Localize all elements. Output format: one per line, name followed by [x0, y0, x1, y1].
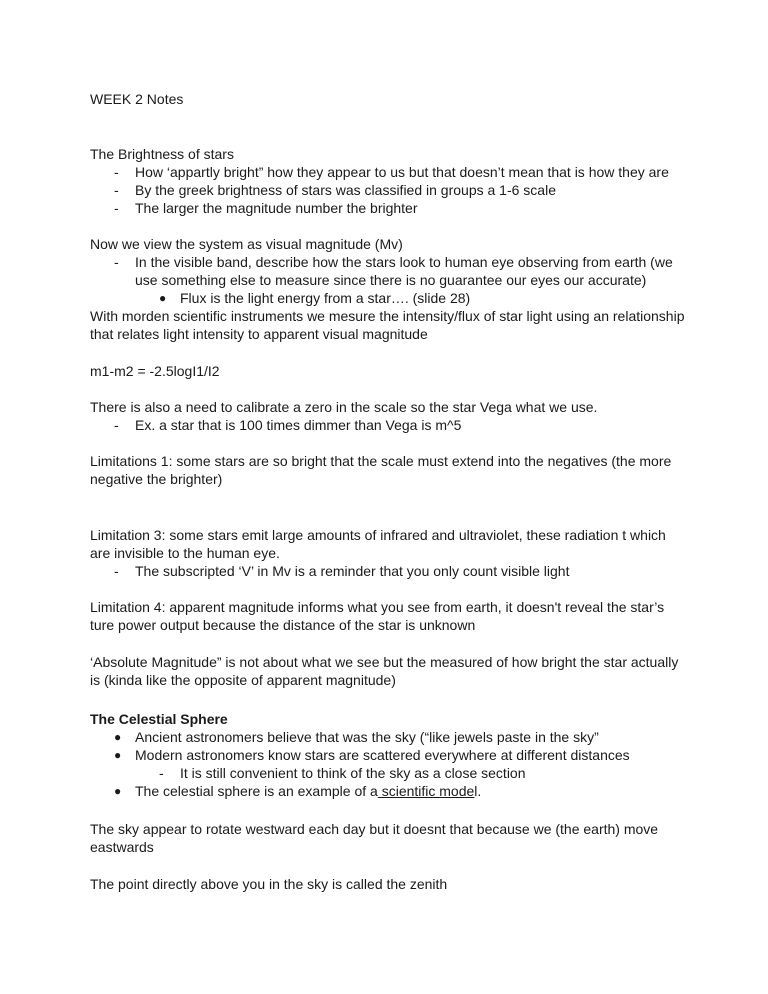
list-item: Modern astronomers know stars are scattered everywhere at different distances — [135, 747, 630, 763]
dash-marker: - — [114, 164, 119, 180]
list-item — [135, 782, 481, 800]
dash-marker: - — [114, 200, 119, 216]
formula: m1-m2 = -2.5logI1/I2 — [90, 363, 220, 379]
bullet-marker: ● — [114, 730, 122, 744]
bullet-marker: ● — [159, 291, 167, 305]
paragraph: are invisible to the human eye. — [90, 545, 280, 561]
underlined-phrase: scientific mode — [377, 783, 475, 799]
list-item: In the visible band, describe how the stars look to human eye observing from earth (we — [135, 254, 673, 270]
dash-marker: - — [114, 417, 119, 433]
paragraph: ture power output because the distance of the star is unknown — [90, 617, 476, 633]
bullet-marker: ● — [114, 784, 122, 798]
paragraph: The sky appear to rotate westward each day but it doesnt that because we (the earth) move — [90, 821, 659, 837]
paragraph: that relates light intensity to apparent visual magnitude — [90, 326, 428, 342]
paragraph: is (kinda like the opposite of apparent magnitude) — [90, 672, 396, 688]
paragraph: eastwards — [90, 839, 154, 855]
list-item-text: l. — [474, 783, 482, 799]
list-item: The subscripted ‘V’ in Mv is a reminder that you only count visible light — [135, 563, 570, 579]
paragraph: There is also a need to calibrate a zero in the scale so the star Vega what we use. — [90, 399, 598, 415]
paragraph: Limitation 4: apparent magnitude informs what you see from earth, it doesn't reveal the star’s — [90, 599, 665, 615]
paragraph: Limitation 3: some stars emit large amounts of infrared and ultraviolet, these radiation t which — [90, 527, 666, 543]
paragraph: Now we view the system as visual magnitude (Mv) — [90, 236, 403, 252]
paragraph: Limitations 1: some stars are so bright that the scale must extend into the negatives (the more — [90, 453, 672, 469]
list-item: By the greek brightness of stars was classified in groups a 1-6 scale — [135, 182, 556, 198]
section-heading-brightness: The Brightness of stars — [90, 146, 234, 162]
paragraph: With morden scientific instruments we mesure the intensity/flux of star light using an relationship — [90, 308, 685, 324]
list-item-continuation: use something else to measure since there is no guarantee our eyes our accurate) — [135, 272, 647, 288]
list-item-text: The celestial sphere is an example of a — [135, 783, 378, 799]
dash-marker: - — [159, 765, 164, 781]
dash-marker: - — [114, 182, 119, 198]
dash-marker: - — [114, 563, 119, 579]
list-item: Ex. a star that is 100 times dimmer than Vega is m^5 — [135, 417, 462, 433]
dash-marker: - — [114, 254, 119, 270]
paragraph: The point directly above you in the sky is called the zenith — [90, 876, 448, 892]
section-heading-celestial-sphere: The Celestial Sphere — [90, 711, 228, 727]
list-item: Ancient astronomers believe that was the sky (“like jewels paste in the sky” — [135, 729, 599, 745]
sub-list-item: It is still convenient to think of the sky as a close section — [180, 765, 526, 781]
paragraph: ‘Absolute Magnitude” is not about what we see but the measured of how bright the star actually — [90, 654, 679, 670]
list-item: The larger the magnitude number the brighter — [135, 200, 418, 216]
document-title: WEEK 2 Notes — [90, 91, 184, 107]
bullet-marker: ● — [114, 748, 122, 762]
sub-list-item: Flux is the light energy from a star…. (slide 28) — [180, 290, 471, 306]
paragraph: negative the brighter) — [90, 471, 223, 487]
list-item: How ‘appartly bright” how they appear to us but that doesn’t mean that is how they are — [135, 164, 669, 180]
